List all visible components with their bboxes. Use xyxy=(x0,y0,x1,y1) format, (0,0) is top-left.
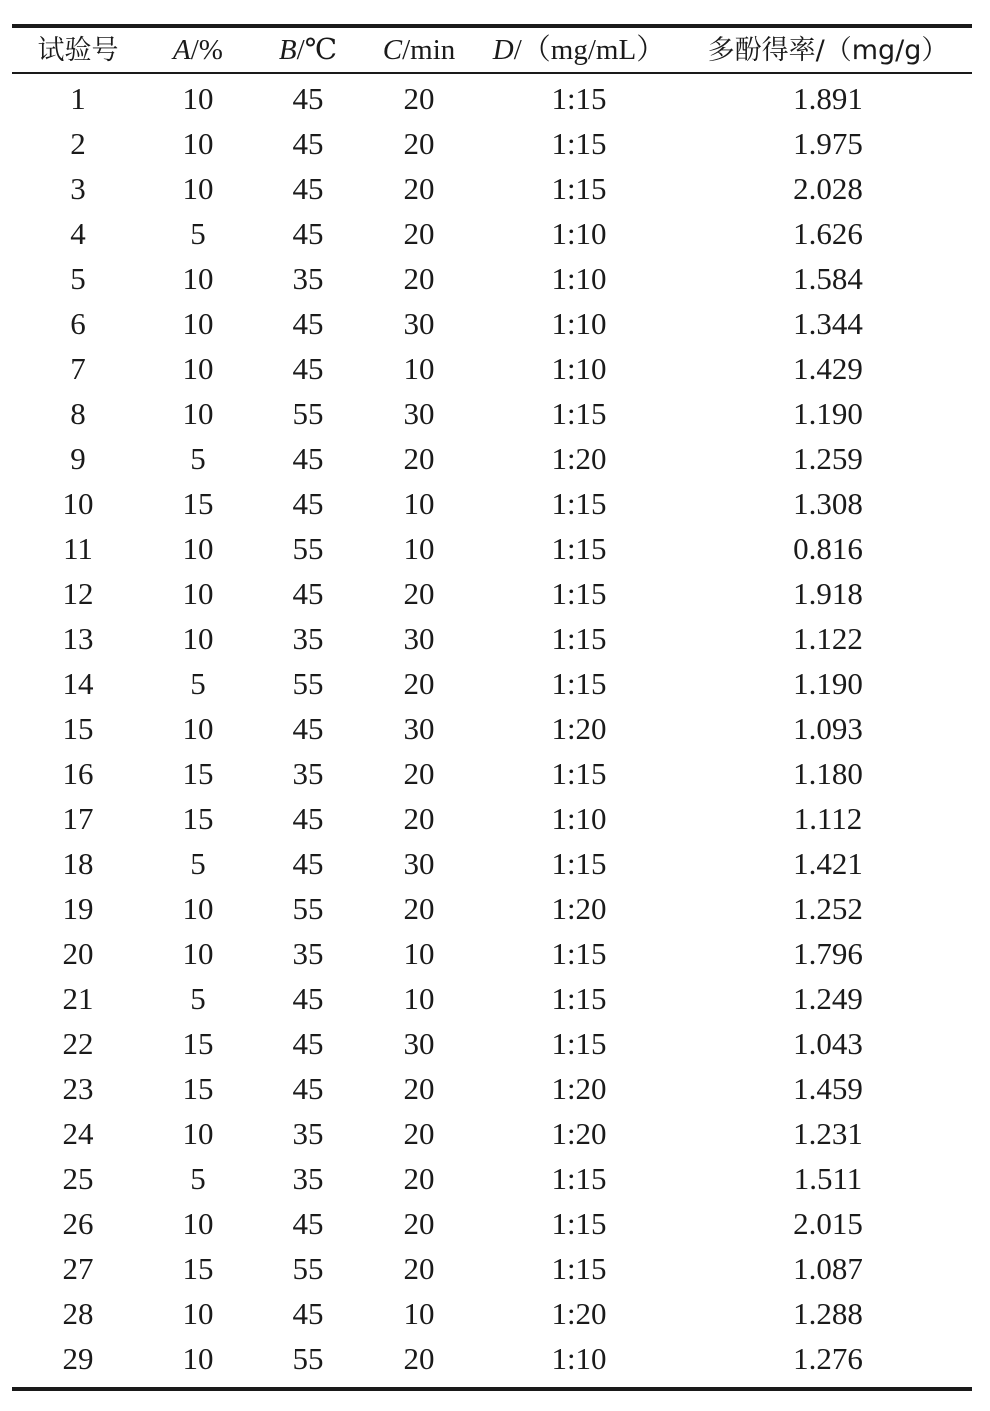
cell-factor-c: 20 xyxy=(403,801,435,836)
cell-polyphenol-yield: 1.975 xyxy=(793,126,863,161)
cell-polyphenol-yield: 1.087 xyxy=(793,1251,863,1286)
cell-factor-a: 10 xyxy=(182,1341,214,1376)
cell-factor-c: 20 xyxy=(403,261,435,296)
cell-trial-number: 7 xyxy=(70,351,86,386)
cell-factor-d: 1:20 xyxy=(551,441,607,476)
cell-factor-b: 45 xyxy=(292,306,324,341)
cell-factor-c: 10 xyxy=(403,531,435,566)
cell-factor-b: 45 xyxy=(292,846,324,881)
cell-factor-b: 55 xyxy=(292,531,324,566)
header-factor-d xyxy=(474,33,684,66)
cell-factor-a: 10 xyxy=(182,621,214,656)
cell-trial-number: 1 xyxy=(70,81,86,116)
cell-trial-number: 18 xyxy=(62,846,94,881)
cell-factor-a: 10 xyxy=(182,936,214,971)
table-row xyxy=(12,886,972,931)
cell-factor-b: 35 xyxy=(292,1161,324,1196)
cell-factor-d: 1:20 xyxy=(551,891,607,926)
table-row xyxy=(12,121,972,166)
table-body xyxy=(12,74,972,1381)
cell-polyphenol-yield: 0.816 xyxy=(793,531,863,566)
cell-polyphenol-yield: 2.015 xyxy=(793,1206,863,1241)
cell-factor-c: 30 xyxy=(403,846,435,881)
cell-trial-number: 16 xyxy=(62,756,94,791)
cell-factor-d: 1:15 xyxy=(551,126,607,161)
cell-factor-a: 10 xyxy=(182,81,214,116)
cell-factor-d: 1:15 xyxy=(551,1026,607,1061)
header-factor-d-unit: /（mg/mL） xyxy=(513,33,666,66)
cell-trial-number: 26 xyxy=(62,1206,94,1241)
cell-factor-b: 35 xyxy=(292,261,324,296)
table-row xyxy=(12,796,972,841)
cell-factor-d: 1:15 xyxy=(551,171,607,206)
cell-polyphenol-yield: 1.190 xyxy=(793,396,863,431)
cell-factor-c: 10 xyxy=(403,1296,435,1331)
table-row xyxy=(12,1111,972,1156)
cell-factor-a: 15 xyxy=(182,1026,214,1061)
header-factor-b xyxy=(252,33,364,66)
table-row xyxy=(12,616,972,661)
cell-polyphenol-yield: 1.252 xyxy=(793,891,863,926)
cell-factor-b: 35 xyxy=(292,936,324,971)
cell-factor-b: 45 xyxy=(292,216,324,251)
cell-factor-a: 15 xyxy=(182,801,214,836)
cell-trial-number: 20 xyxy=(62,936,94,971)
cell-trial-number: 9 xyxy=(70,441,86,476)
table-row xyxy=(12,436,972,481)
cell-factor-c: 20 xyxy=(403,126,435,161)
cell-factor-b: 55 xyxy=(292,891,324,926)
cell-factor-b: 45 xyxy=(292,1071,324,1106)
cell-factor-c: 10 xyxy=(403,351,435,386)
cell-factor-d: 1:10 xyxy=(551,306,607,341)
cell-factor-d: 1:20 xyxy=(551,1296,607,1331)
cell-factor-d: 1:15 xyxy=(551,576,607,611)
cell-trial-number: 12 xyxy=(62,576,94,611)
cell-trial-number: 23 xyxy=(62,1071,94,1106)
cell-factor-b: 45 xyxy=(292,711,324,746)
table-row xyxy=(12,1246,972,1291)
cell-factor-a: 10 xyxy=(182,351,214,386)
header-factor-a xyxy=(144,33,252,66)
cell-trial-number: 25 xyxy=(62,1161,94,1196)
header-factor-b-symbol: B xyxy=(278,33,297,66)
table-header-row xyxy=(12,28,972,72)
cell-factor-c: 20 xyxy=(403,891,435,926)
cell-polyphenol-yield: 1.918 xyxy=(793,576,863,611)
table-row xyxy=(12,1291,972,1336)
cell-factor-a: 10 xyxy=(182,1206,214,1241)
cell-polyphenol-yield: 1.231 xyxy=(793,1116,863,1151)
cell-factor-a: 5 xyxy=(190,666,206,701)
cell-factor-b: 45 xyxy=(292,171,324,206)
cell-factor-c: 20 xyxy=(403,666,435,701)
cell-factor-d: 1:15 xyxy=(551,531,607,566)
cell-factor-b: 45 xyxy=(292,486,324,521)
cell-polyphenol-yield: 1.276 xyxy=(793,1341,863,1376)
cell-polyphenol-yield: 1.190 xyxy=(793,666,863,701)
cell-factor-c: 30 xyxy=(403,711,435,746)
cell-factor-d: 1:10 xyxy=(551,261,607,296)
cell-factor-c: 20 xyxy=(403,81,435,116)
cell-trial-number: 28 xyxy=(62,1296,94,1331)
cell-polyphenol-yield: 1.796 xyxy=(793,936,863,971)
cell-factor-a: 10 xyxy=(182,711,214,746)
header-polyphenol-yield: 多酚得率/（mg/g） xyxy=(707,34,949,66)
cell-factor-c: 20 xyxy=(403,1161,435,1196)
cell-trial-number: 10 xyxy=(62,486,94,521)
cell-factor-a: 10 xyxy=(182,1116,214,1151)
cell-polyphenol-yield: 1.093 xyxy=(793,711,863,746)
cell-factor-d: 1:15 xyxy=(551,486,607,521)
cell-trial-number: 6 xyxy=(70,306,86,341)
cell-polyphenol-yield: 1.180 xyxy=(793,756,863,791)
cell-polyphenol-yield: 1.043 xyxy=(793,1026,863,1061)
header-factor-d-symbol: D xyxy=(492,33,514,66)
cell-factor-b: 55 xyxy=(292,1341,324,1376)
cell-trial-number: 24 xyxy=(62,1116,94,1151)
cell-factor-c: 20 xyxy=(403,1341,435,1376)
cell-factor-d: 1:20 xyxy=(551,1071,607,1106)
cell-factor-a: 15 xyxy=(182,486,214,521)
cell-trial-number: 13 xyxy=(62,621,94,656)
cell-polyphenol-yield: 1.122 xyxy=(793,621,863,656)
cell-factor-d: 1:20 xyxy=(551,711,607,746)
cell-factor-a: 10 xyxy=(182,576,214,611)
cell-factor-d: 1:15 xyxy=(551,621,607,656)
cell-factor-a: 10 xyxy=(182,396,214,431)
cell-factor-c: 20 xyxy=(403,1116,435,1151)
cell-factor-c: 30 xyxy=(403,1026,435,1061)
cell-factor-d: 1:15 xyxy=(551,396,607,431)
cell-factor-c: 20 xyxy=(403,441,435,476)
cell-factor-c: 20 xyxy=(403,1071,435,1106)
cell-factor-d: 1:15 xyxy=(551,666,607,701)
cell-trial-number: 3 xyxy=(70,171,86,206)
cell-factor-c: 10 xyxy=(403,936,435,971)
cell-trial-number: 27 xyxy=(62,1251,94,1286)
cell-polyphenol-yield: 1.344 xyxy=(793,306,863,341)
cell-factor-b: 45 xyxy=(292,441,324,476)
table-row xyxy=(12,706,972,751)
cell-trial-number: 15 xyxy=(62,711,94,746)
cell-factor-d: 1:15 xyxy=(551,981,607,1016)
cell-factor-d: 1:10 xyxy=(551,351,607,386)
cell-factor-c: 30 xyxy=(403,621,435,656)
cell-factor-d: 1:10 xyxy=(551,1341,607,1376)
cell-factor-a: 15 xyxy=(182,1071,214,1106)
cell-trial-number: 21 xyxy=(62,981,94,1016)
header-factor-c-symbol: C xyxy=(382,33,403,66)
header-factor-b-unit: /℃ xyxy=(296,33,338,66)
cell-factor-b: 45 xyxy=(292,576,324,611)
cell-trial-number: 8 xyxy=(70,396,86,431)
cell-factor-b: 55 xyxy=(292,1251,324,1286)
cell-factor-b: 45 xyxy=(292,1296,324,1331)
cell-factor-c: 30 xyxy=(403,306,435,341)
cell-trial-number: 2 xyxy=(70,126,86,161)
cell-factor-d: 1:15 xyxy=(551,1251,607,1286)
table-row xyxy=(12,256,972,301)
cell-factor-d: 1:10 xyxy=(551,216,607,251)
cell-trial-number: 11 xyxy=(63,531,93,566)
table-row xyxy=(12,661,972,706)
cell-factor-b: 35 xyxy=(292,621,324,656)
cell-trial-number: 5 xyxy=(70,261,86,296)
cell-polyphenol-yield: 1.112 xyxy=(793,801,863,836)
cell-factor-d: 1:20 xyxy=(551,1116,607,1151)
cell-factor-d: 1:15 xyxy=(551,846,607,881)
cell-factor-c: 30 xyxy=(403,396,435,431)
table-row xyxy=(12,841,972,886)
cell-factor-a: 5 xyxy=(190,216,206,251)
cell-polyphenol-yield: 1.459 xyxy=(793,1071,863,1106)
cell-polyphenol-yield: 1.308 xyxy=(793,486,863,521)
cell-factor-d: 1:15 xyxy=(551,1206,607,1241)
cell-factor-b: 45 xyxy=(292,351,324,386)
table-row xyxy=(12,976,972,1021)
cell-factor-b: 35 xyxy=(292,756,324,791)
cell-factor-d: 1:15 xyxy=(551,936,607,971)
table-row xyxy=(12,1336,972,1381)
header-factor-c xyxy=(364,33,474,66)
cell-polyphenol-yield: 1.288 xyxy=(793,1296,863,1331)
cell-factor-a: 10 xyxy=(182,891,214,926)
table-row xyxy=(12,1066,972,1111)
header-factor-a-unit: /% xyxy=(190,33,223,66)
table-row xyxy=(12,751,972,796)
table-row xyxy=(12,346,972,391)
cell-polyphenol-yield: 1.249 xyxy=(793,981,863,1016)
cell-factor-a: 15 xyxy=(182,756,214,791)
cell-factor-d: 1:10 xyxy=(551,801,607,836)
cell-factor-a: 10 xyxy=(182,531,214,566)
cell-factor-a: 5 xyxy=(190,846,206,881)
table-row xyxy=(12,211,972,256)
cell-polyphenol-yield: 1.421 xyxy=(793,846,863,881)
cell-factor-a: 10 xyxy=(182,126,214,161)
cell-polyphenol-yield: 1.511 xyxy=(793,1161,863,1196)
cell-factor-c: 20 xyxy=(403,171,435,206)
table-row xyxy=(12,1021,972,1066)
cell-polyphenol-yield: 2.028 xyxy=(793,171,863,206)
cell-factor-b: 45 xyxy=(292,1206,324,1241)
cell-factor-a: 5 xyxy=(190,441,206,476)
cell-polyphenol-yield: 1.259 xyxy=(793,441,863,476)
table-row xyxy=(12,391,972,436)
cell-factor-a: 10 xyxy=(182,306,214,341)
data-table xyxy=(12,24,972,1391)
cell-factor-a: 5 xyxy=(190,1161,206,1196)
table-row xyxy=(12,571,972,616)
cell-trial-number: 17 xyxy=(62,801,94,836)
cell-factor-b: 45 xyxy=(292,801,324,836)
cell-factor-b: 45 xyxy=(292,126,324,161)
cell-trial-number: 29 xyxy=(62,1341,94,1376)
table-bottom-rule xyxy=(12,1387,972,1391)
cell-trial-number: 19 xyxy=(62,891,94,926)
cell-factor-a: 10 xyxy=(182,261,214,296)
header-trial-number: 试验号 xyxy=(37,34,119,66)
cell-factor-c: 20 xyxy=(403,576,435,611)
header-factor-c-unit: /min xyxy=(402,33,456,66)
cell-polyphenol-yield: 1.584 xyxy=(793,261,863,296)
cell-factor-a: 10 xyxy=(182,1296,214,1331)
table-row xyxy=(12,1201,972,1246)
table-row xyxy=(12,301,972,346)
table-row xyxy=(12,76,972,121)
cell-factor-b: 55 xyxy=(292,666,324,701)
cell-trial-number: 14 xyxy=(62,666,94,701)
cell-factor-d: 1:15 xyxy=(551,81,607,116)
cell-factor-b: 45 xyxy=(292,81,324,116)
cell-polyphenol-yield: 1.429 xyxy=(793,351,863,386)
cell-factor-b: 45 xyxy=(292,1026,324,1061)
header-factor-a-symbol: A xyxy=(173,33,191,66)
cell-trial-number: 22 xyxy=(62,1026,94,1061)
table-row xyxy=(12,1156,972,1201)
cell-factor-b: 35 xyxy=(292,1116,324,1151)
table-row xyxy=(12,481,972,526)
cell-factor-c: 10 xyxy=(403,486,435,521)
cell-polyphenol-yield: 1.891 xyxy=(793,81,863,116)
cell-factor-b: 45 xyxy=(292,981,324,1016)
cell-factor-b: 55 xyxy=(292,396,324,431)
cell-factor-c: 20 xyxy=(403,1251,435,1286)
cell-polyphenol-yield: 1.626 xyxy=(793,216,863,251)
cell-factor-a: 15 xyxy=(182,1251,214,1286)
cell-factor-d: 1:15 xyxy=(551,756,607,791)
cell-factor-a: 10 xyxy=(182,171,214,206)
cell-factor-c: 20 xyxy=(403,756,435,791)
cell-factor-c: 20 xyxy=(403,1206,435,1241)
table-row xyxy=(12,931,972,976)
cell-factor-c: 10 xyxy=(403,981,435,1016)
cell-trial-number: 4 xyxy=(70,216,86,251)
cell-factor-a: 5 xyxy=(190,981,206,1016)
cell-factor-c: 20 xyxy=(403,216,435,251)
table-row xyxy=(12,526,972,571)
table-row xyxy=(12,166,972,211)
cell-factor-d: 1:15 xyxy=(551,1161,607,1196)
